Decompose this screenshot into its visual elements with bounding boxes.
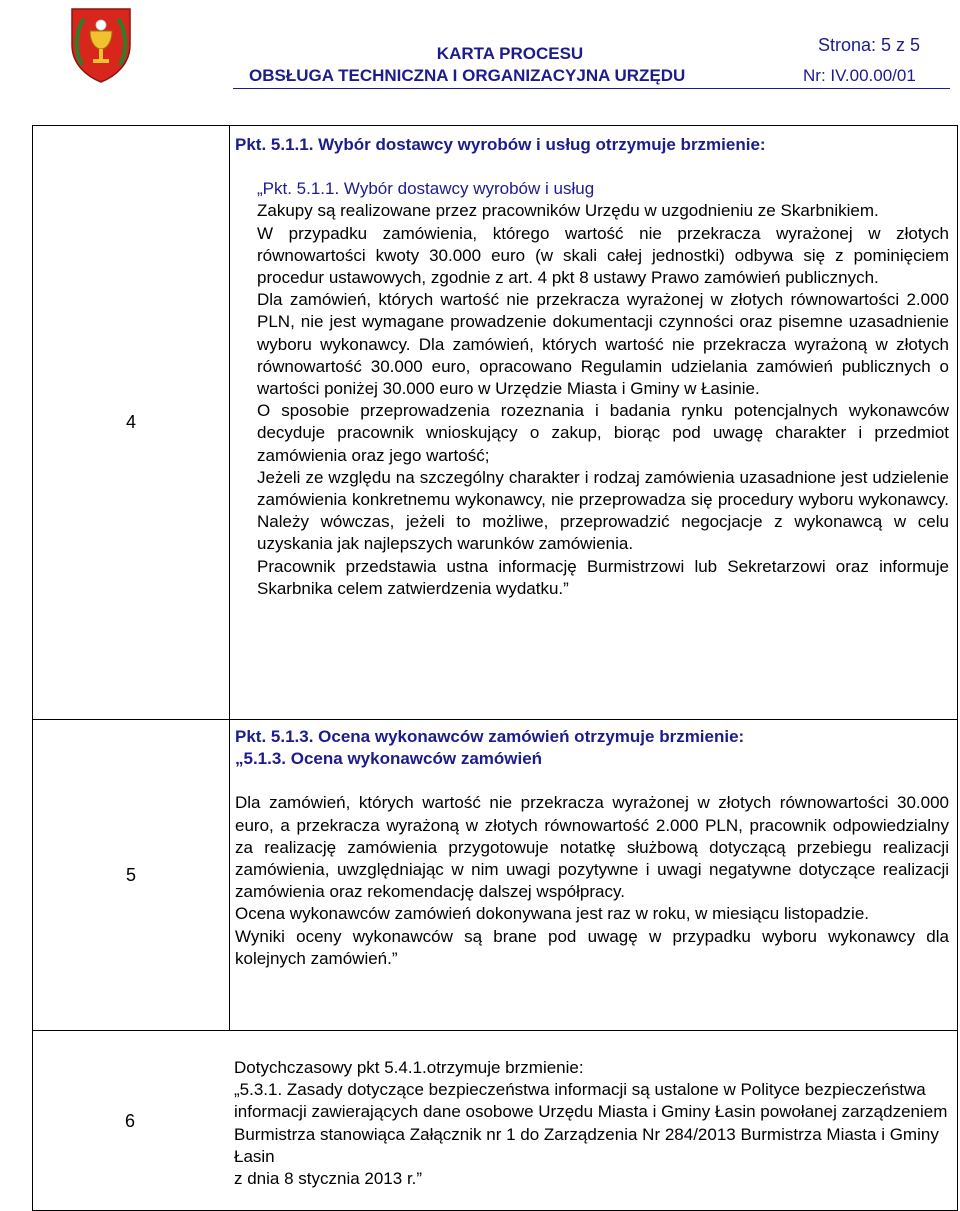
paragraph: „5.3.1. Zasady dotyczące bezpieczeństwa informacji są ustalone w Polityce bezpieczeństwa informacji zawierających dane osobowe Urzędu Miasta i Gminy Łasin powołanej zarządzeniem Burmistrza stanowiąca Załącznik nr 1 do Zarządzenia Nr 284/2013 Burmistrza Miasta i Gminy Łasin (234, 1080, 948, 1166)
row-heading: Pkt. 5.1.1. Wybór dostawcy wyrobów i usług otrzymuje brzmienie: (235, 135, 766, 154)
coat-of-arms-icon (68, 5, 134, 83)
row-number: 6 (124, 1110, 135, 1131)
row-heading: Dotychczasowy pkt 5.4.1.otrzymuje brzmienie: (234, 1058, 584, 1077)
paragraph: W przypadku zamówienia, którego wartość nie przekracza wyrażonej w złotych równowartości kwoty 30.000 euro (w skali całej jednostki) odbywa się z pominięciem procedur ustawowych, zgodnie z art. 4 pkt 8 ustawy Prawo zamówień publicznych. (257, 223, 949, 288)
table-row (32, 719, 958, 1031)
paragraph: Ocena wykonawców zamówień dokonywana jest raz w roku, w miesiącu listopadzie. (235, 904, 870, 924)
page-number: Strona: 5 z 5 (818, 35, 921, 55)
paragraph: Dla zamówień, których wartość nie przekracza wyrażonej w złotych równowartości 30.000 euro, a przekracza wyrażoną w złotych równowartość 2.000 PLN, pracownik odpowiedzialny za realizację zamówienia przygotowuje notatkę służbową dotyczącą przebiegu realizacji zamówienia, uwzględniając w nim uwagi pozytywne i uwagi negatywne dotyczące realizacji zamówienia oraz rekomendację dalszej współpracy. (235, 793, 949, 902)
document-header (0, 0, 960, 110)
row-subheading: „5.1.3. Ocena wykonawców zamówień (235, 749, 543, 769)
row-number: 4 (33, 126, 230, 719)
paragraph: Zakupy są realizowane przez pracowników Urzędu w uzgodnieniu ze Skarbnikiem. (257, 201, 879, 221)
header-divider (233, 88, 950, 89)
row-heading: Pkt. 5.1.3. Ocena wykonawców zamówień otrzymuje brzmienie: (235, 727, 745, 746)
document-number: Nr: IV.00.00/01 (803, 66, 916, 85)
table-row (32, 125, 958, 720)
paragraph: O sposobie przeprowadzenia rozeznania i badania rynku potencjalnych wykonawców decyduje pracownik wnioskujący o zakup, biorąc pod uwagę charakter i przedmiot zamówienia oraz jego wartość; (257, 401, 949, 465)
row-number: 5 (33, 720, 230, 1030)
paragraph: Pracownik przedstawia ustna informację Burmistrzowi lub Sekretarzowi oraz informuje Skarbnika celem zatwierdzenia wydatku.” (257, 556, 949, 598)
document-title: KARTA PROCESU (436, 44, 584, 63)
row-subheading: „Pkt. 5.1.1. Wybór dostawcy wyrobów i usług (257, 179, 595, 199)
paragraph: Wyniki oceny wykonawców są brane pod uwagę w przypadku wyboru wykonawcy dla kolejnych zamówień.” (235, 926, 949, 968)
document-subtitle: OBSŁUGA TECHNICZNA I ORGANIZACYJNA URZĘDU (249, 66, 686, 85)
table-row (32, 1031, 958, 1211)
paragraph: Jeżeli ze względu na szczególny charakter i rodzaj zamówienia uzasadnione jest udzielenie zamówienia konkretnemu wykonawcy, nie przeprowadza się procedury wyboru wykonawcy. Należy wówczas, jeżeli to możliwe, przeprowadzić negocjacje z wykonawcą w celu uzyskania jak najlepszych warunków zamówienia. (257, 467, 949, 554)
paragraph: z dnia 8 stycznia 2013 r.” (234, 1169, 423, 1189)
paragraph: Dla zamówień, których wartość nie przekracza wyrażonej w złotych równowartości 2.000 PLN, nie jest wymagane prowadzenie dokumentacji czynności oraz pisemne uzasadnienie wyboru wykonawcy. Dla zamówień, których wartość nie przekracza wyrażoną w złotych równowartość 30.000 euro, opracowano Regulamin udzielania zamówień publicznych o wartości poniżej 30.000 euro w Urzędzie Miasta i Gminy w Łasinie. (257, 290, 949, 399)
